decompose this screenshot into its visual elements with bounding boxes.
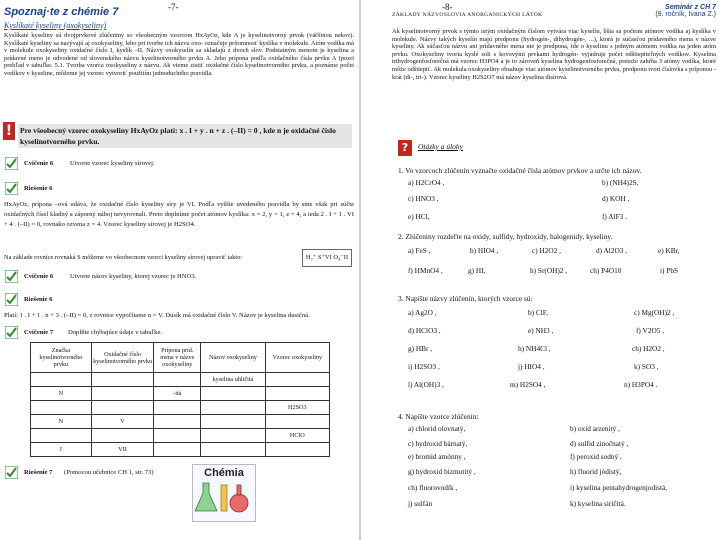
table-cell[interactable]: [154, 373, 201, 387]
list-item: j) sulfán: [408, 499, 433, 508]
list-item: b) HIO4 ,: [470, 246, 499, 255]
lab-flasks-icon: [193, 479, 253, 517]
solution-label: Riešenie 7: [24, 469, 53, 476]
table-cell[interactable]: [265, 415, 329, 429]
checkmark-icon: [5, 293, 18, 306]
checkmark-icon: [5, 270, 18, 283]
list-item: k) SO3 ,: [634, 362, 659, 371]
solution-label: Riešenie 6: [24, 296, 53, 303]
list-item: i) H2SO3 ,: [408, 362, 440, 371]
table-cell[interactable]: [31, 429, 92, 443]
warning-icon: !: [3, 122, 15, 140]
table-cell[interactable]: [91, 401, 154, 415]
list-item: f) peroxid sodný ,: [570, 452, 622, 461]
table-cell[interactable]: [91, 373, 154, 387]
list-item: i) PbS: [660, 266, 679, 275]
exercise-label: Cvičenie 6: [24, 273, 54, 280]
table-header: Vzorec oxokyseliny: [265, 343, 329, 373]
exercise-text: Utvorte vzorec kyseliny sírovej.: [70, 160, 155, 167]
intro-paragraph: Kyslíkaté kyseliny sú dvojprvkové zlúčeniny so všeobecným vzorcom HxAyOz, kde A je kyselinotvorný prvok (väčšinou nekov). Kyslíkaté kyseliny sa nazývajú aj oxokyseliny, lebo pri tvorbe ich názvu oxo- označuje prítomnosť kyslíka v molekule. Atóm vodíka má v molekule oxokyseliny oxidačné číslo I, kyslík –II. Názvy oxokyselín sa skladajú z dvoch slov. Podstatným menom je kyselina a prídavné meno je odvodené od slovenského názvu kyselinotvorného prvku A. Jeho prípona podľa oxidačného čísla prvku A (pozri prehľad v tabuľke. 5.1. Tvorba vzorca oxokyseliny z názvu. Ak vieme zistiť oxidačné číslo kyselinotvorného prvku, a poznáme počet vodíkov v kyseline, môžeme jej vzorec vytvoriť použitím jednoduchého pravidla.: [4, 32, 354, 77]
list-item: e) NH3 ,: [528, 326, 554, 335]
list-item: a) H2CrO4 ,: [408, 178, 445, 187]
list-item: a) chlorid olovnatý,: [408, 424, 466, 433]
table-cell[interactable]: [265, 373, 329, 387]
list-item: b) (NH4)2S,: [602, 178, 639, 187]
table-cell[interactable]: [201, 401, 265, 415]
table-cell[interactable]: N: [31, 387, 92, 401]
exercise-text: Doplňte chýbajúce údaje v tabuľke.: [68, 329, 163, 336]
table-cell[interactable]: [154, 415, 201, 429]
list-item: d) sulfid zinočnatý ,: [570, 439, 629, 448]
list-item: c) hydroxid bárnatý,: [408, 439, 468, 448]
list-item: e) bromid amónny ,: [408, 452, 466, 461]
page-divider: [359, 0, 361, 540]
exercise-text: Utvorte názov kyseliny, ktorej vzorec je HNO3.: [70, 273, 197, 280]
list-item: b) ClF,: [528, 308, 549, 317]
list-item: h) fluorid jódistý,: [570, 467, 622, 476]
textbook-cover: [192, 464, 256, 522]
list-item: h) Sr(OH)2 ,: [530, 266, 568, 275]
list-item: c) HNO3 ,: [408, 194, 439, 203]
list-item: a) FeS ,: [408, 246, 431, 255]
list-item: i) kyselina pentahydrogenjodistá,: [570, 483, 668, 492]
table-header: Prípona prid. mena v názve oxokyseliny: [154, 343, 201, 373]
list-item: d) Al2O3 ,: [596, 246, 628, 255]
solution-text: (Pomocou učebnice CH 1, str. 73): [64, 469, 154, 476]
list-item: f) AlF3 .: [602, 212, 627, 221]
table-cell[interactable]: [154, 401, 201, 415]
question-3: 3. Napíšte názvy zlúčenín, ktorých vzorce sú:: [398, 294, 533, 303]
table-cell[interactable]: [201, 429, 265, 443]
solution-text: Platí: 1 . I + 1 . n + 3 . (–II) = 0, z rovnice vypočítame n = V. Dusík má oxidačné číslo V. Názov je kyselina dusičná.: [4, 312, 310, 319]
table-cell[interactable]: [265, 387, 329, 401]
table-cell[interactable]: HClO: [265, 429, 329, 443]
list-item: e) KBr,: [658, 246, 680, 255]
textbook-title: Chémia: [204, 467, 244, 479]
question-2: 2. Zlúčeniny rozdeľte na oxidy, sulfidy, hydroxidy, halogenidy, kyseliny.: [398, 232, 613, 241]
page-number: -7-: [168, 2, 179, 12]
seminar-title: Seminár z CH 7: [665, 4, 716, 11]
page-title: Spoznaj·te z chémie 7: [4, 6, 119, 18]
list-item: h) NH4Cl ,: [518, 344, 551, 353]
list-item: e) HCl,: [408, 212, 430, 221]
list-item: f) HMnO4 ,: [408, 266, 443, 275]
list-item: d) HClO3 ,: [408, 326, 441, 335]
table-cell[interactable]: [154, 443, 201, 457]
table-header: Názov oxokyseliny: [201, 343, 265, 373]
list-item: ch) P4O10: [590, 266, 622, 275]
list-item: d) KOH ,: [602, 194, 630, 203]
page-number: -8-: [442, 2, 453, 12]
list-item: ch) H2O2 ,: [632, 344, 665, 353]
question-4: 4. Napíšte vzorce zlúčenín:: [398, 412, 479, 421]
list-item: g) hydroxid bizmutitý ,: [408, 467, 476, 476]
seminar-subtitle: (9. ročník, Ivana Z.): [655, 11, 716, 18]
table-cell[interactable]: -itá: [154, 387, 201, 401]
right-page: [362, 0, 720, 540]
section-subtitle: Kyslíkaté kyseliny (oxokyseliny): [4, 21, 107, 30]
table-cell[interactable]: I: [31, 443, 92, 457]
solution-text: HxAyOz, prípona –ová udáva, že oxidačné číslo kyseliny síry je VI. Podľa vyššie uvedeného pravidla by sme však pri súčte oxidačných čísel kladný a záporný náboj nevyrovnali. Preto doplníme počet atómov kyslíka: x = 2, y = 1, z = 4, a teda 2 . I + 1 . VI + 4 . (–II) = 0, rovnako ozvena z = 4. Vzorec kyseliny sírovej je H2SO4.: [4, 201, 354, 228]
solution-label: Riešenie 6: [24, 185, 53, 192]
table-header: Oxidačné číslo kyselinotvorného prvku: [91, 343, 154, 373]
list-item: j) HIO4 ,: [518, 362, 545, 371]
table-cell[interactable]: [201, 387, 265, 401]
question-icon: ?: [398, 140, 412, 156]
exercise-label: Cvičenie 6: [24, 160, 54, 167]
table-cell[interactable]: V: [91, 415, 154, 429]
question-1: 1. Vo vzorcoch zlúčenín vyznačte oxidačné čísla atómov prvkov a určte ich názov.: [398, 166, 642, 175]
list-item: g) HI,: [468, 266, 486, 275]
table-cell[interactable]: [154, 429, 201, 443]
table-cell[interactable]: [91, 429, 154, 443]
exercise-table: [30, 342, 330, 457]
checkmark-icon: [5, 182, 18, 195]
list-item: b) oxid arzenitý ,: [570, 424, 620, 433]
table-cell[interactable]: [91, 387, 154, 401]
rule-box: Pre všeobecný vzorec oxokyseliny HxAyOz platí: x . I + y . n + z . (–II) = 0 , kde n je oxidačné číslo kyselinotvorného prvku.: [18, 124, 352, 148]
table-cell[interactable]: [31, 373, 92, 387]
table-cell[interactable]: VII: [91, 443, 154, 457]
table-cell[interactable]: [265, 443, 329, 457]
section-heading: Otázky a úlohy: [418, 142, 463, 151]
left-page: [0, 0, 358, 540]
list-item: f) V2O5 ,: [636, 326, 665, 335]
checkmark-icon: [5, 157, 18, 170]
running-header: ZÁKLADY NÁZVOSLOVIA ANORGANICKÝCH LÁTOK: [392, 12, 543, 18]
list-item: c) Mg(OH)2 ,: [634, 308, 675, 317]
seminar-badge: [632, 4, 716, 18]
list-item: k) kyselina siričitá.: [570, 499, 626, 508]
list-item: l) Al(OH)3 ,: [408, 380, 444, 389]
formula-box: H₂⁺ S⁺VI O₄⁻II: [302, 249, 352, 267]
table-cell[interactable]: [201, 415, 265, 429]
solution-note: Na základe rovnice rovnaká S môžeme vo všeobecnom vzorci kyseliny sírovej upraviť takto:: [4, 254, 243, 261]
intro-paragraph: Ak kyselinotvorný prvok s týmto istým oxidačným číslom vytvára viac kyselín, líšia sa počtom atómov vodíka aj kyslíka v molekule. Názvy takých kyselín majú predponu (hydrogén-, dihydrogén-, ...), ktorá je súčasťou prídavného mena v názve kyseliny. Ak súčasťou názvu ani prídavného mena nie je predpona, ide o kyselinu s jedným atómom vodíka na jeden atóm prvku. Oxokyseliny tvoria kyslé soli s kovovými prvkami hydrogén- vyjadruje počet odštiepiteľných vodíkov. Kyselina trihydrogenfosforečná má vzorec H3PO4 a je to zároveň kyselina hydrogenfosforečná, pretože zahŕňa 3 atómy vodíka, ktoré môže odštiepiť. Ak molekula oxokyseliny obsahuje viac atómov kyselinotvorného prvku, predponu tvorí číslovka s príponou -krát (di-, tri-). Vzorec kyseliny H2S2O7 má názov kyselina disírová.: [392, 28, 716, 81]
table-cell[interactable]: H2SO3: [265, 401, 329, 415]
list-item: ch) fluorovodík ,: [408, 483, 458, 492]
exercise-label: Cvičenie 7: [24, 329, 54, 336]
list-item: n) H3PO4 .: [624, 380, 658, 389]
list-item: m) H2SO4 ,: [510, 380, 546, 389]
table-cell[interactable]: N: [31, 415, 92, 429]
checkmark-icon: [5, 326, 18, 339]
list-item: a) Ag2O ,: [408, 308, 437, 317]
list-item: g) HBr ,: [408, 344, 433, 353]
table-header: Značka kyselinotvorného prvku: [31, 343, 92, 373]
table-cell[interactable]: [201, 443, 265, 457]
table-cell[interactable]: [31, 401, 92, 415]
checkmark-icon: [5, 466, 18, 479]
table-cell[interactable]: kyselina uhličitá: [201, 373, 265, 387]
list-item: c) H2O2 ,: [532, 246, 561, 255]
